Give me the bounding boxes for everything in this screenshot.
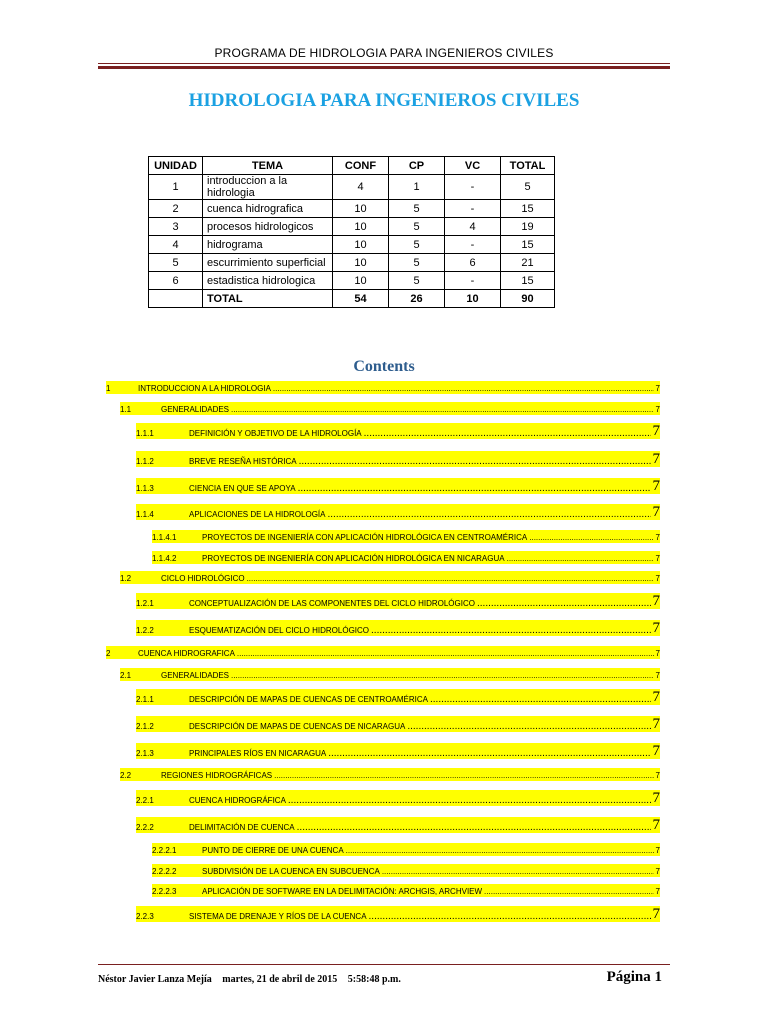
toc-number: 2.2.2.2 [152, 867, 177, 876]
cell-total-blank [149, 290, 203, 308]
cell-tema: introduccion a la hidrologia [203, 175, 333, 200]
toc-number: 2.1.1 [136, 695, 154, 704]
toc-title: CICLO HIDROLÓGICO [161, 574, 245, 583]
footer-author: Néstor Javier Lanza Mejía [98, 974, 212, 985]
toc-number: 2.2 [120, 771, 132, 780]
toc-page: 7 [652, 451, 660, 467]
toc-number: 1.1.2 [136, 457, 154, 466]
toc-title: PRINCIPALES RÍOS EN NICARAGUA [189, 749, 327, 758]
toc-title: SISTEMA DE DRENAJE Y RÍOS DE LA CUENCA [189, 912, 367, 921]
toc-leader [484, 886, 654, 897]
toc-entry[interactable] [136, 593, 660, 609]
footer-rule [98, 964, 670, 965]
toc-entry[interactable] [136, 906, 660, 922]
contents-heading: Contents [353, 358, 415, 375]
toc-leader [407, 721, 650, 732]
toc-page: 7 [652, 689, 660, 705]
cell-cp: 5 [389, 218, 445, 236]
running-header-title: PROGRAMA DE HIDROLOGIA PARA INGENIEROS CIVILES [214, 46, 554, 60]
cell-tema: procesos hidrologicos [203, 218, 333, 236]
table-row [149, 272, 555, 290]
toc-entry[interactable] [152, 530, 660, 543]
cell-unidad: 5 [149, 254, 203, 272]
toc-number: 1.1 [120, 405, 132, 414]
cell-unidad: 6 [149, 272, 203, 290]
toc-page: 7 [652, 716, 660, 732]
header-vc: VC [445, 157, 501, 175]
toc-number: 1.1.4.1 [152, 533, 177, 542]
document-title: HIDROLOGIA PARA INGENIEROS CIVILES [188, 90, 580, 111]
toc-title: INTRODUCCION A LA HIDROLOGIA [138, 384, 271, 393]
cell-total-label: TOTAL [203, 290, 333, 308]
toc-title: GENERALIDADES [161, 405, 230, 414]
header-total: TOTAL [501, 157, 555, 175]
toc-entry[interactable] [136, 716, 660, 732]
toc-number: 2.1.2 [136, 722, 154, 731]
toc-entry[interactable] [136, 504, 660, 520]
cell-total-conf: 54 [333, 290, 389, 308]
cell-cp: 1 [389, 175, 445, 200]
toc-page: 7 [655, 554, 660, 563]
toc-title: DESCRIPCIÓN DE MAPAS DE CUENCAS DE NICARAGUA [189, 722, 406, 731]
cell-tema: escurrimiento superficial [203, 254, 333, 272]
table-row [149, 175, 555, 200]
toc-title: SUBDIVISIÓN DE LA CUENCA EN SUBCUENCA [202, 867, 380, 876]
toc-page: 7 [652, 620, 660, 636]
toc-entry[interactable] [136, 478, 660, 494]
toc-title: CONCEPTUALIZACIÓN DE LAS COMPONENTES DEL CICLO HIDROLÓGICO [189, 599, 475, 608]
toc-page: 7 [655, 771, 660, 780]
cell-cp: 5 [389, 200, 445, 218]
toc-leader [327, 509, 650, 520]
toc-number: 2.2.2.1 [152, 846, 177, 855]
toc-page: 7 [652, 504, 660, 520]
cell-vc: - [445, 272, 501, 290]
toc-entry[interactable] [120, 668, 660, 681]
toc-leader [507, 553, 654, 564]
toc-page: 7 [652, 423, 660, 439]
toc-entry[interactable] [120, 402, 660, 415]
toc-entry[interactable] [152, 551, 660, 564]
toc-number: 2.2.2 [136, 823, 154, 832]
cell-unidad: 2 [149, 200, 203, 218]
toc-entry[interactable] [136, 620, 660, 636]
cell-total: 15 [501, 200, 555, 218]
toc-title: CIENCIA EN QUE SE APOYA [189, 484, 296, 493]
toc-leader [247, 573, 654, 584]
toc-page: 7 [652, 478, 660, 494]
cell-vc: - [445, 175, 501, 200]
toc-entry[interactable] [152, 843, 660, 856]
toc-leader [529, 532, 653, 543]
toc-leader [477, 598, 651, 609]
toc-number: 1 [106, 384, 111, 393]
toc-leader [273, 383, 654, 394]
toc-entry[interactable] [106, 381, 660, 394]
toc-entry[interactable] [136, 423, 660, 439]
cell-total: 19 [501, 218, 555, 236]
toc-page: 7 [655, 846, 660, 855]
toc-page: 7 [652, 743, 660, 759]
cell-conf: 10 [333, 200, 389, 218]
toc-leader [299, 456, 651, 467]
toc-page: 7 [655, 887, 660, 896]
toc-entry[interactable] [120, 571, 660, 584]
toc-number: 1.1.4.2 [152, 554, 177, 563]
toc-page: 7 [655, 405, 660, 414]
cell-vc: - [445, 236, 501, 254]
toc-entry[interactable] [136, 790, 660, 806]
toc-title: REGIONES HIDROGRÁFICAS [161, 771, 273, 780]
toc-page: 7 [652, 593, 660, 609]
cell-cp: 5 [389, 272, 445, 290]
toc-entry[interactable] [106, 646, 660, 659]
toc-entry[interactable] [136, 689, 660, 705]
toc-number: 1.1.4 [136, 510, 154, 519]
cell-conf: 10 [333, 218, 389, 236]
toc-page: 7 [655, 649, 660, 658]
toc-page: 7 [652, 790, 660, 806]
toc-leader [369, 911, 651, 922]
cell-unidad: 4 [149, 236, 203, 254]
cell-vc: 4 [445, 218, 501, 236]
footer-page-number: Página 1 [606, 969, 662, 985]
toc-number: 2.2.3 [136, 912, 154, 921]
toc-leader [231, 670, 654, 681]
toc-number: 1.2 [120, 574, 132, 583]
toc-leader [371, 625, 650, 636]
toc-leader [298, 483, 651, 494]
header-rule-thin [98, 63, 670, 64]
cell-cp: 5 [389, 236, 445, 254]
cell-total: 5 [501, 175, 555, 200]
toc-page: 7 [655, 384, 660, 393]
toc-page: 7 [655, 867, 660, 876]
cell-unidad: 3 [149, 218, 203, 236]
toc-leader [328, 748, 650, 759]
units-table [148, 156, 555, 308]
toc-leader [430, 694, 651, 705]
toc-leader [382, 866, 654, 877]
toc-leader [288, 795, 651, 806]
toc-number: 1.1.3 [136, 484, 154, 493]
header-conf: CONF [333, 157, 389, 175]
toc-title: PROYECTOS DE INGENIERÍA CON APLICACIÓN HIDROLÓGICA EN CENTROAMÉRICA [202, 533, 528, 542]
cell-cp: 5 [389, 254, 445, 272]
toc-title: CUENCA HIDROGRÁFICA [189, 796, 286, 805]
header-tema: TEMA [203, 157, 333, 175]
toc-page: 7 [655, 533, 660, 542]
cell-conf: 10 [333, 254, 389, 272]
toc-number: 2 [106, 649, 111, 658]
cell-total-sum: 90 [501, 290, 555, 308]
toc-entry[interactable] [152, 884, 660, 897]
toc-number: 1.1.1 [136, 429, 154, 438]
toc-title: DELIMITACIÓN DE CUENCA [189, 823, 295, 832]
toc-title: DESCRIPCIÓN DE MAPAS DE CUENCAS DE CENTROAMÉRICA [189, 695, 428, 704]
cell-vc: - [445, 200, 501, 218]
header-cp: CP [389, 157, 445, 175]
cell-tema: cuenca hidrografica [203, 200, 333, 218]
toc-page: 7 [655, 671, 660, 680]
cell-total: 15 [501, 272, 555, 290]
table-total-row [149, 290, 555, 308]
toc-title: DEFINICIÓN Y OBJETIVO DE LA HIDROLOGÍA [189, 429, 362, 438]
toc-entry[interactable] [136, 451, 660, 467]
footer-date: martes, 21 de abril de 2015 [222, 974, 338, 985]
toc-number: 1.2.2 [136, 626, 154, 635]
header-unidad: UNIDAD [149, 157, 203, 175]
footer-info [98, 974, 409, 985]
toc-entry[interactable] [136, 817, 660, 833]
cell-conf: 10 [333, 272, 389, 290]
toc-title: PUNTO DE CIERRE DE UNA CUENCA [202, 846, 344, 855]
cell-tema: hidrograma [203, 236, 333, 254]
toc-number: 2.1.3 [136, 749, 154, 758]
table-row [149, 254, 555, 272]
toc-page: 7 [655, 574, 660, 583]
cell-vc: 6 [445, 254, 501, 272]
toc-title: GENERALIDADES [161, 671, 230, 680]
toc-leader [346, 845, 654, 856]
toc-number: 2.2.2.3 [152, 887, 177, 896]
cell-conf: 4 [333, 175, 389, 200]
cell-unidad: 1 [149, 175, 203, 200]
cell-total: 21 [501, 254, 555, 272]
toc-title: BREVE RESEÑA HISTÓRICA [189, 457, 297, 466]
toc-page: 7 [652, 906, 660, 922]
units-table-header-row [149, 157, 555, 175]
toc-leader [297, 822, 651, 833]
toc-leader [274, 770, 653, 781]
table-row [149, 200, 555, 218]
toc-leader [237, 648, 654, 659]
toc-entry[interactable] [136, 743, 660, 759]
toc-number: 2.1 [120, 671, 132, 680]
header-rule-thick [98, 66, 670, 69]
cell-conf: 10 [333, 236, 389, 254]
toc-entry[interactable] [152, 864, 660, 877]
toc-title: ESQUEMATIZACIÓN DEL CICLO HIDROLÓGICO [189, 626, 370, 635]
cell-total: 15 [501, 236, 555, 254]
toc-page: 7 [652, 817, 660, 833]
cell-total-cp: 26 [389, 290, 445, 308]
toc-title: APLICACIÓN DE SOFTWARE EN LA DELIMITACIÓN: ARCHGIS, ARCHVIEW [202, 887, 483, 896]
footer-time: 5:58:48 p.m. [347, 974, 401, 985]
toc-title: APLICACIONES DE LA HIDROLOGÍA [189, 510, 326, 519]
toc-entry[interactable] [120, 768, 660, 781]
cell-tema: estadistica hidrologica [203, 272, 333, 290]
toc-number: 2.2.1 [136, 796, 154, 805]
cell-total-vc: 10 [445, 290, 501, 308]
toc-title: PROYECTOS DE INGENIERÍA CON APLICACIÓN HIDROLÓGICA EN NICARAGUA [202, 554, 505, 563]
toc-title: CUENCA HIDROGRAFICA [138, 649, 235, 658]
table-row [149, 218, 555, 236]
toc-leader [231, 404, 654, 415]
table-row [149, 236, 555, 254]
toc-number: 1.2.1 [136, 599, 154, 608]
toc-leader [364, 428, 651, 439]
